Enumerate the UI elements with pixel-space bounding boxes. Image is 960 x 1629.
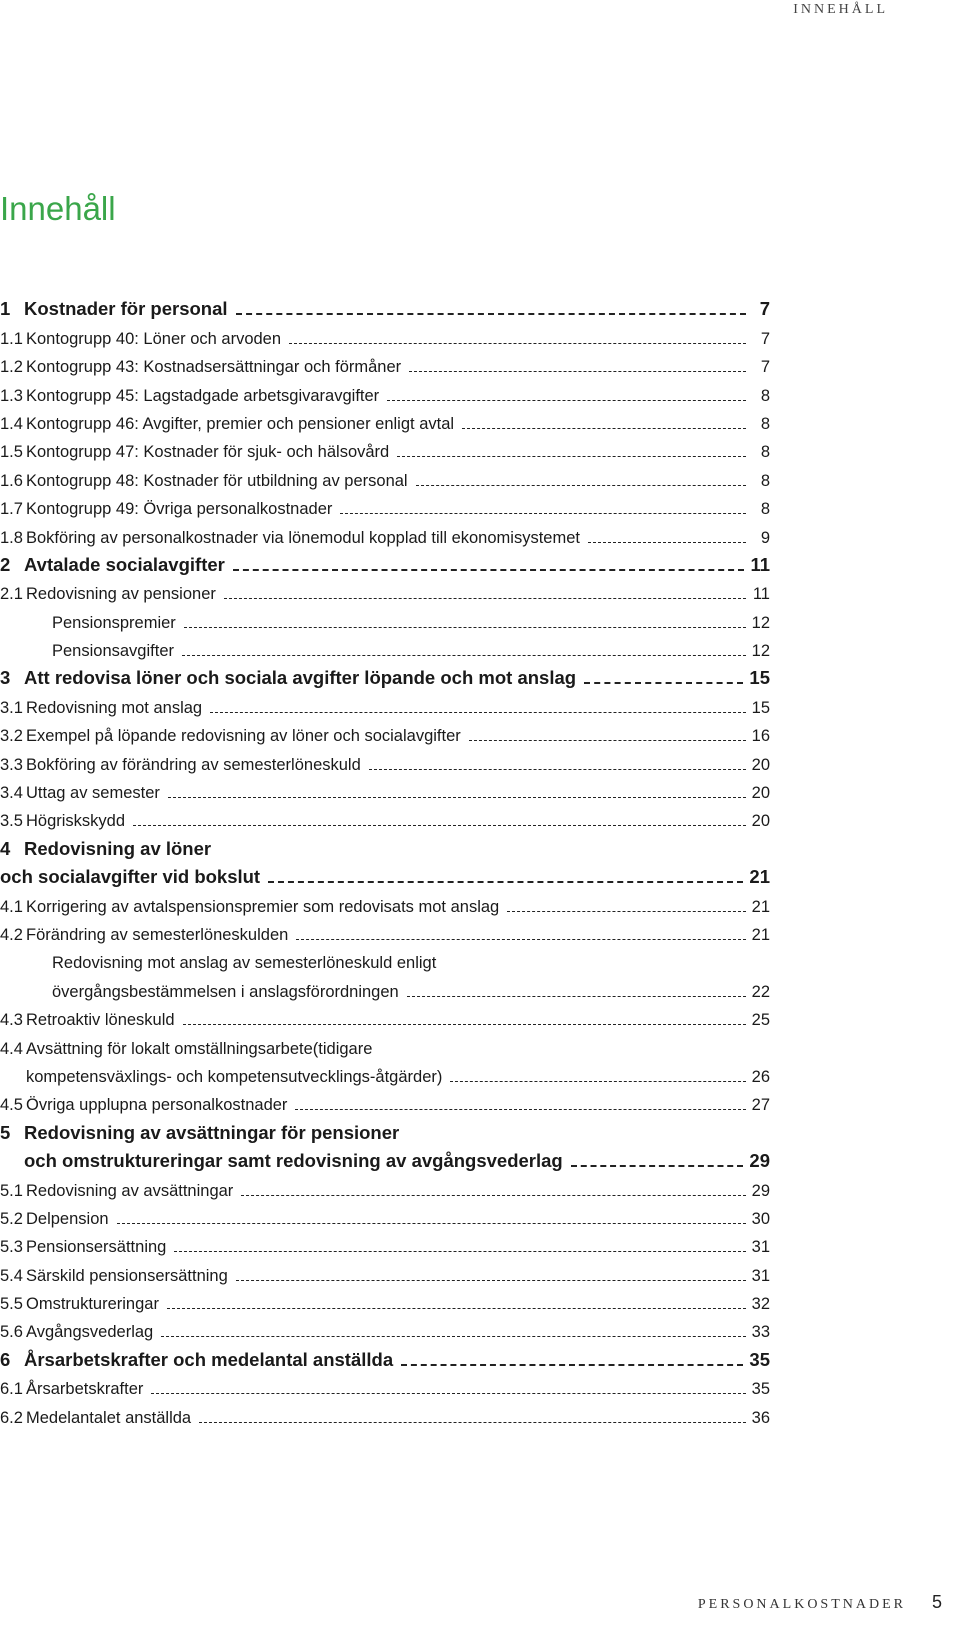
toc-dot-leader	[416, 485, 746, 486]
toc-entry-title: och socialavgifter vid bokslut	[0, 866, 261, 888]
toc-entry-page: 21	[749, 866, 770, 888]
toc-entry-page: 15	[751, 698, 770, 717]
toc-entry-title: Kontogrupp 48: Kostnader för utbildning av personal	[26, 471, 408, 490]
toc-entry-page: 15	[749, 667, 770, 689]
toc-dot-leader	[133, 825, 746, 826]
toc-entry-number: 1.2	[0, 358, 23, 377]
toc-dot-leader	[296, 939, 745, 940]
toc-entry-title: kompetensväxlings- och kompetensutvecklings-åtgärder)	[26, 1067, 443, 1086]
toc-section-entry[interactable]	[0, 377, 770, 405]
toc-section-entry[interactable]	[0, 1229, 770, 1257]
toc-dot-leader	[289, 343, 746, 344]
toc-section-entry[interactable]	[0, 1030, 770, 1058]
toc-entry-title: Bokföring av förändring av semesterlöneskuld	[26, 755, 361, 774]
toc-chapter-entry[interactable]	[0, 1144, 770, 1172]
toc-dot-leader	[340, 513, 746, 514]
toc-entry-page: 20	[751, 812, 770, 831]
toc-entry-page: 27	[751, 1096, 770, 1115]
footer-label: PERSONALKOSTNADER	[697, 1597, 906, 1612]
toc-dot-leader	[571, 1165, 744, 1167]
toc-entry-title: Redovisning av löner	[24, 837, 212, 859]
toc-entry-number: 6.2	[0, 1408, 23, 1427]
toc-entry-number: 3.4	[0, 784, 23, 803]
toc-entry-title: Kontogrupp 47: Kostnader för sjuk- och hälsovård	[26, 443, 390, 462]
toc-section-entry[interactable]	[0, 434, 770, 462]
toc-entry-page: 8	[760, 386, 770, 405]
toc-dot-leader	[236, 1280, 746, 1281]
toc-dot-leader	[409, 371, 746, 372]
toc-entry-page: 22	[751, 982, 770, 1001]
toc-dot-leader	[584, 682, 743, 684]
toc-entry-number: 3.5	[0, 812, 23, 831]
toc-section-entry[interactable]	[0, 604, 770, 632]
toc-section-entry[interactable]	[0, 349, 770, 377]
toc-entry-page: 8	[760, 443, 770, 462]
toc-entry-page: 20	[751, 755, 770, 774]
toc-entry-number: 3.1	[0, 698, 23, 717]
toc-section-entry[interactable]	[0, 1257, 770, 1285]
toc-entry-page: 7	[760, 358, 770, 377]
toc-entry-number: 4.3	[0, 1011, 23, 1030]
toc-chapter-entry[interactable]	[0, 831, 770, 859]
toc-entry-page: 7	[760, 329, 770, 348]
toc-section-entry[interactable]	[0, 1286, 770, 1314]
toc-entry-title: Omstruktureringar	[26, 1295, 159, 1314]
toc-entry-page: 31	[751, 1266, 770, 1285]
toc-entry-title: Redovisning av avsättningar	[26, 1181, 234, 1200]
toc-entry-page: 30	[751, 1209, 770, 1228]
toc-entry-title: Kontogrupp 46: Avgifter, premier och pensioner enligt avtal	[26, 414, 455, 433]
toc-entry-title: Högriskskydd	[26, 812, 126, 831]
toc-entry-number: 5.3	[0, 1238, 23, 1257]
toc-entry-page: 8	[760, 500, 770, 519]
toc-entry-title: Pensionspremier	[52, 613, 176, 632]
toc-entry-title: Avtalade socialavgifter	[24, 553, 225, 575]
toc-section-entry[interactable]	[0, 519, 770, 547]
toc-section-entry[interactable]	[0, 1002, 770, 1030]
toc-dot-leader	[397, 456, 746, 457]
toc-entry-title: Årsarbetskrafter	[26, 1380, 144, 1399]
toc-entry-title: Pensionsavgifter	[52, 642, 174, 661]
toc-dot-leader	[151, 1393, 745, 1394]
toc-section-entry[interactable]	[0, 406, 770, 434]
toc-entry-page: 33	[751, 1323, 770, 1342]
toc-entry-title: Bokföring av personalkostnader via lönemodul kopplad till ekonomisystemet	[26, 528, 580, 547]
toc-entry-page: 9	[760, 528, 770, 547]
toc-entry-title: Delpension	[26, 1209, 109, 1228]
toc-entry-page: 35	[751, 1380, 770, 1399]
toc-entry-page: 31	[751, 1238, 770, 1257]
toc-chapter-entry[interactable]	[0, 860, 770, 888]
toc-dot-leader	[168, 797, 746, 798]
toc-dot-leader	[184, 627, 746, 628]
toc-dot-leader	[241, 1195, 745, 1196]
toc-section-entry[interactable]	[0, 1399, 770, 1427]
toc-entry-title: Kostnader för personal	[24, 298, 228, 320]
toc-entry-number: 4.2	[0, 925, 23, 944]
toc-section-entry[interactable]	[0, 917, 770, 945]
toc-entry-page: 36	[751, 1408, 770, 1427]
toc-entry-title: Uttag av semester	[26, 784, 160, 803]
running-header: INNEHÅLL	[793, 2, 888, 17]
toc-dot-leader	[182, 655, 746, 656]
toc-entry-number: 2.1	[0, 585, 23, 604]
toc-section-entry[interactable]	[0, 803, 770, 831]
toc-chapter-entry[interactable]	[0, 661, 770, 689]
toc-entry-page: 25	[751, 1011, 770, 1030]
toc-entry-number: 1.4	[0, 414, 23, 433]
toc-entry-title: Årsarbetskrafter och medelantal anställda	[24, 1348, 394, 1370]
page-number: 5	[931, 1592, 942, 1612]
toc-entry-page: 8	[760, 471, 770, 490]
toc-entry-number: 1.5	[0, 443, 23, 462]
toc-entry-number: 1.3	[0, 386, 23, 405]
toc-entry-title: Kontogrupp 43: Kostnadsersättningar och förmåner	[26, 358, 402, 377]
toc-entry-title: Kontogrupp 45: Lagstadgade arbetsgivaravgifter	[26, 386, 380, 405]
toc-dot-leader	[387, 400, 746, 401]
toc-entry-number: 4.5	[0, 1096, 23, 1115]
toc-dot-leader	[295, 1109, 745, 1110]
toc-dot-leader	[174, 1251, 745, 1252]
toc-dot-leader	[183, 1024, 746, 1025]
toc-section-entry[interactable]	[0, 1172, 770, 1200]
page-title: Innehåll	[0, 190, 116, 227]
toc-section-entry[interactable]	[0, 973, 770, 1001]
page-footer	[698, 1592, 942, 1613]
toc-entry-number: 5.4	[0, 1266, 23, 1285]
toc-entry-title: Medelantalet anställda	[26, 1408, 192, 1427]
toc-entry-number: 3.3	[0, 755, 23, 774]
toc-dot-leader	[268, 881, 743, 883]
toc-section-entry[interactable]	[0, 746, 770, 774]
toc-entry-title: Pensionsersättning	[26, 1238, 167, 1257]
toc-dot-leader	[401, 1364, 743, 1366]
toc-entry-page: 21	[751, 925, 770, 944]
toc-dot-leader	[469, 740, 746, 741]
toc-dot-leader	[407, 996, 746, 997]
toc-section-entry[interactable]	[0, 1371, 770, 1399]
toc-dot-leader	[507, 911, 745, 912]
toc-entry-number: 3	[0, 667, 11, 689]
toc-entry-page: 29	[751, 1181, 770, 1200]
toc-entry-title: Korrigering av avtalspensionspremier som redovisats mot anslag	[26, 897, 500, 916]
toc-dot-leader	[588, 542, 746, 543]
toc-entry-page: 12	[751, 642, 770, 661]
toc-entry-title: Exempel på löpande redovisning av löner och socialavgifter	[26, 727, 461, 746]
toc-entry-page: 12	[751, 613, 770, 632]
toc-entry-page: 7	[759, 298, 770, 320]
toc-chapter-entry[interactable]	[0, 548, 770, 576]
toc-entry-number: 1.1	[0, 329, 23, 348]
toc-section-entry[interactable]	[0, 462, 770, 490]
toc-entry-page: 21	[751, 897, 770, 916]
table-of-contents	[0, 292, 770, 1428]
toc-section-entry[interactable]	[0, 888, 770, 916]
toc-dot-leader	[210, 712, 746, 713]
toc-chapter-entry[interactable]	[0, 1115, 770, 1143]
toc-section-entry[interactable]	[0, 718, 770, 746]
toc-section-entry[interactable]	[0, 491, 770, 519]
toc-entry-number: 5.6	[0, 1323, 23, 1342]
toc-dot-leader	[224, 598, 746, 599]
toc-entry-title: Retroaktiv löneskuld	[26, 1011, 175, 1030]
toc-chapter-entry[interactable]	[0, 1342, 770, 1370]
toc-entry-page: 16	[751, 727, 770, 746]
toc-entry-title: Övriga upplupna personalkostnader	[26, 1096, 288, 1115]
toc-entry-title: Redovisning mot anslag av semesterlöneskuld enligt	[52, 954, 437, 973]
toc-entry-number: 5.5	[0, 1295, 23, 1314]
toc-dot-leader	[167, 1308, 746, 1309]
toc-section-entry[interactable]	[0, 576, 770, 604]
toc-entry-page: 8	[760, 414, 770, 433]
toc-dot-leader	[462, 428, 746, 429]
toc-entry-number: 1.7	[0, 500, 23, 519]
toc-entry-title: Förändring av semesterlöneskulden	[26, 925, 289, 944]
toc-entry-number: 3.2	[0, 727, 23, 746]
toc-entry-number: 4.4	[0, 1039, 23, 1058]
toc-section-entry[interactable]	[0, 689, 770, 717]
toc-section-entry[interactable]	[0, 1201, 770, 1229]
toc-section-entry[interactable]	[0, 775, 770, 803]
toc-entry-number: 4.1	[0, 897, 23, 916]
toc-entry-number: 5.2	[0, 1209, 23, 1228]
toc-entry-number: 6	[0, 1348, 11, 1370]
toc-section-entry[interactable]	[0, 945, 770, 973]
toc-entry-page: 29	[749, 1150, 770, 1172]
toc-section-entry[interactable]	[0, 633, 770, 661]
toc-entry-page: 26	[751, 1067, 770, 1086]
toc-entry-number: 2	[0, 553, 11, 575]
toc-dot-leader	[199, 1422, 746, 1423]
toc-section-entry[interactable]	[0, 320, 770, 348]
toc-dot-leader	[161, 1336, 745, 1337]
toc-entry-page: 32	[751, 1295, 770, 1314]
toc-entry-title: Avsättning för lokalt omställningsarbete(tidigare	[26, 1039, 373, 1058]
toc-dot-leader	[117, 1223, 746, 1224]
toc-entry-page: 11	[750, 553, 770, 575]
toc-entry-page: 20	[751, 784, 770, 803]
toc-entry-number: 1.8	[0, 528, 23, 547]
toc-entry-title: Särskild pensionsersättning	[26, 1266, 228, 1285]
toc-entry-title: Kontogrupp 49: Övriga personalkostnader	[26, 500, 333, 519]
toc-section-entry[interactable]	[0, 1314, 770, 1342]
toc-entry-title: Redovisning av avsättningar för pensioner	[24, 1121, 400, 1143]
toc-entry-number: 6.1	[0, 1380, 23, 1399]
toc-dot-leader	[450, 1081, 745, 1082]
toc-entry-title: Kontogrupp 40: Löner och arvoden	[26, 329, 282, 348]
toc-entry-number: 5.1	[0, 1181, 23, 1200]
toc-dot-leader	[233, 569, 745, 571]
toc-entry-title: och omstruktureringar samt redovisning av avgångsvederlag	[24, 1150, 563, 1172]
toc-entry-title: övergångsbestämmelsen i anslagsförordningen	[52, 982, 399, 1001]
toc-entry-page: 11	[752, 585, 770, 604]
toc-entry-title: Redovisning mot anslag	[26, 698, 203, 717]
toc-entry-number: 5	[0, 1121, 11, 1143]
toc-entry-title: Avgångsvederlag	[26, 1323, 154, 1342]
toc-entry-title: Att redovisa löner och sociala avgifter löpande och mot anslag	[24, 667, 577, 689]
toc-entry-number: 1	[0, 298, 11, 320]
toc-entry-page: 35	[749, 1348, 770, 1370]
toc-entry-number: 1.6	[0, 471, 23, 490]
toc-entry-number: 4	[0, 837, 11, 859]
toc-section-entry[interactable]	[0, 1087, 770, 1115]
toc-section-entry[interactable]	[0, 1059, 770, 1087]
toc-dot-leader	[369, 769, 746, 770]
toc-chapter-entry[interactable]	[0, 292, 770, 320]
toc-dot-leader	[236, 313, 746, 315]
toc-entry-title: Redovisning av pensioner	[26, 585, 216, 604]
